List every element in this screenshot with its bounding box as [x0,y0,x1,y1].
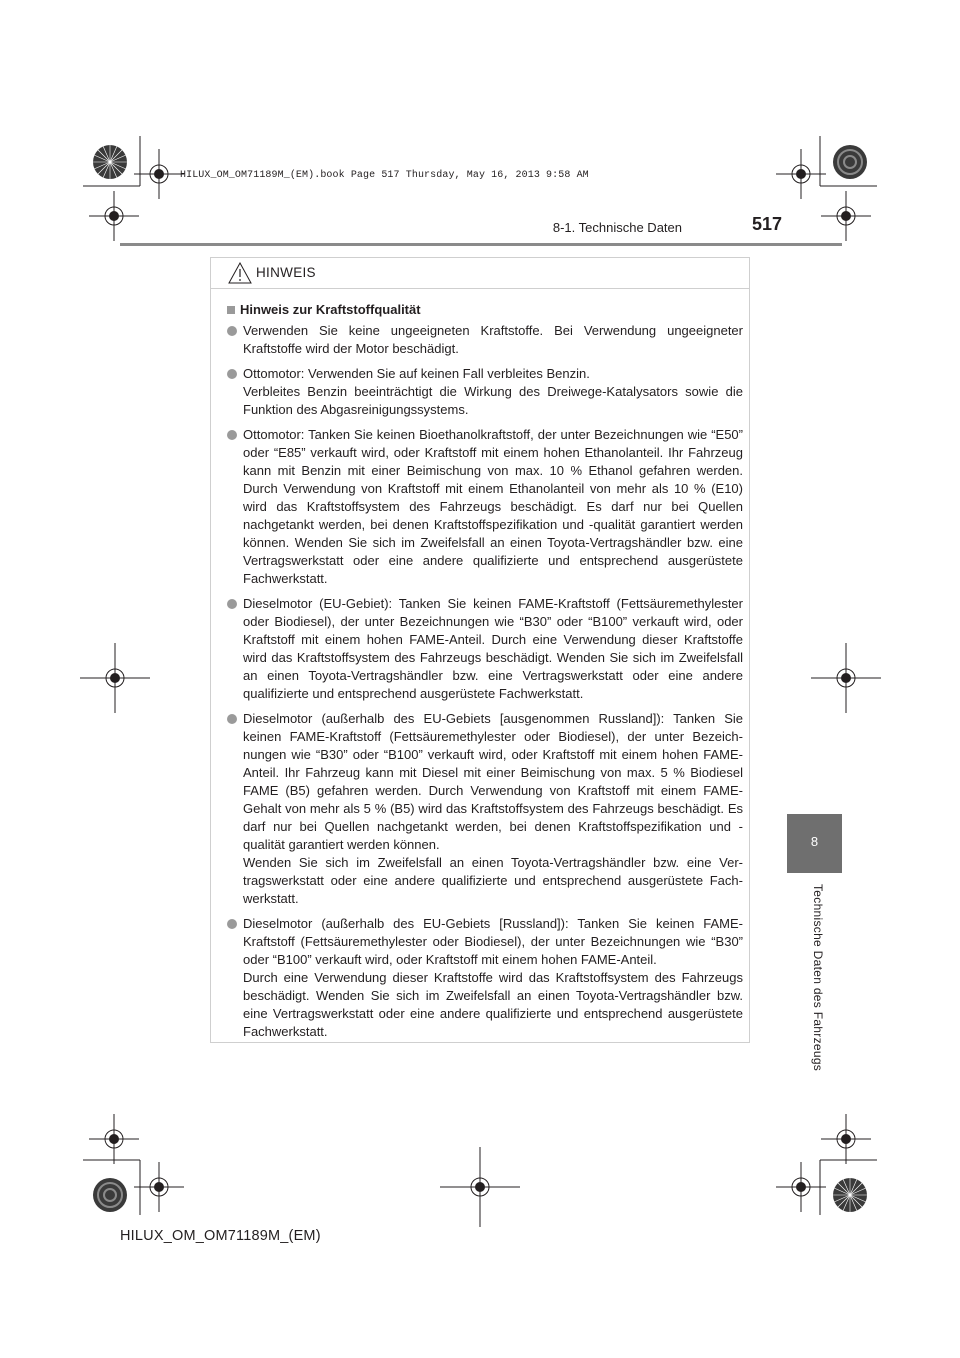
paragraph: Dieselmotor (EU-Gebiet): Tanken Sie keinen FAME-Kraftstoff (Fettsäuremethylester oder Biodiesel), der unter Bezeichnungen wie “B30” oder “B100” verkauft wird, oder Kraftstoff mit einem hohen FAME-Anteil. Durch eine Verwendung dieser Kraftstoffe wird das Kraftstoffsystem des Fahrzeugs beschädigt. Wenden Sie sich im Zweifelsfall an einen Toyota-Vertragshändler bzw. eine Vertragswerkstatt oder eine andere qualifizierte und entsprechend ausgerüstete Fachwerkstatt. [243,596,743,701]
chapter-number: 8 [810,834,819,849]
list-item [227,710,743,908]
paragraph: Dieselmotor (außerhalb des EU-Gebiets [ausgenommen Russland]): Tanken Sie keinen FAME-Kraftstoff (Fettsäuremethylester oder Biodiesel), der unter Bezeichnungen wie “B30” oder “B100” verkauft wird, oder Kraftstoff mit einem hohen FAME-Anteil. Ihr Fahrzeug kann mit Diesel mit einer Beimischung von max. 5 % Biodiesel FAME (B5) gefahren werden. Durch Verwendung von Kraftstoff mit einem FAME-Gehalt von mehr als 5 % (B5) wird das Kraftstoffsystem des Fahrzeugs beschädigt. Es darf nur bei Quellen nachgetankt werden, bei denen Kraftstoffspezifikation und -qualität garantiert werden können. [243,711,743,852]
notice-title: HINWEIS [256,265,316,280]
notice-list [227,322,743,1048]
paragraph: Verwenden Sie keine ungeeigneten Kraftstoffe. Bei Verwendung ungeeigneter Kraftstoffe wird der Motor beschädigt. [243,323,743,356]
circle-bullet-icon [227,714,237,724]
crosshair-mark-bottom-center [440,1147,520,1227]
subheading-text: Hinweis zur Kraftstoffqualität [240,302,421,317]
square-bullet-icon [227,306,235,314]
circle-bullet-icon [227,369,237,379]
list-item [227,595,743,703]
section-title: 8-1. Technische Daten [552,220,682,235]
paragraph: Wenden Sie sich im Zweifelsfall an einen Toyota-Vertragshändler bzw. eine Vertragswerkstatt oder eine andere qualifizierte und entsprechend ausgerüstete Fachwerkstatt. [243,855,743,906]
rosette-mark-bottom-right [832,1177,868,1213]
notice-header [211,258,749,289]
paragraph: Dieselmotor (außerhalb des EU-Gebiets [Russland]): Tanken Sie keinen FAME-Kraftstoff (Fettsäuremethylester oder Biodiesel), der unter Bezeichnungen wie “B30” oder “B100” verkauft wird, oder Kraftstoff mit einem hohen FAME-Anteil. [243,916,743,967]
circle-bullet-icon [227,599,237,609]
header-divider [120,243,842,246]
list-item [227,322,743,358]
rosette-mark-bottom-left [92,1177,128,1213]
crosshair-mark-top-left [134,149,184,199]
rosette-mark-top-right [832,144,868,180]
chapter-tab [787,814,842,873]
crosshair-mark-mid-left [80,643,150,713]
book-file-info: HILUX_OM_OM71189M_(EM).book Page 517 Thursday, May 16, 2013 9:58 AM [180,170,589,181]
rosette-mark-top-left [92,144,128,180]
list-item [227,426,743,588]
crosshair-mark-bottom-right [776,1162,826,1212]
list-item [227,915,743,1041]
crosshair-mark-bottom-left [134,1162,184,1212]
crosshair-mark-lower-right [821,1114,871,1164]
crosshair-mark-mid-right [811,643,881,713]
circle-bullet-icon [227,919,237,929]
notice-box [210,257,750,1043]
crosshair-mark-upper-left [89,191,139,241]
notice-subheading [227,302,421,317]
crosshair-mark-top-right [776,149,826,199]
circle-bullet-icon [227,430,237,440]
warning-triangle-icon [228,262,252,284]
list-item [227,365,743,419]
document-id: HILUX_OM_OM71189M_(EM) [120,1228,321,1244]
circle-bullet-icon [227,326,237,336]
paragraph: Durch eine Verwendung dieser Kraftstoffe wird das Kraftstoffsystem des Fahrzeugs beschädigt. Wenden Sie sich im Zweifelsfall an einen Toyota-Vertragshändler bzw. eine Vertragswerkstatt oder eine andere qualifizierte und entsprechend ausgerüstete Fachwerkstatt. [243,970,743,1039]
crosshair-mark-upper-right [821,191,871,241]
page-number: 517 [751,214,782,234]
paragraph: Ottomotor: Verwenden Sie auf keinen Fall verbleites Benzin. [243,366,590,381]
crosshair-mark-lower-left [89,1114,139,1164]
chapter-title-vertical: Technische Daten des Fahrzeugs [811,884,825,1072]
paragraph: Ottomotor: Tanken Sie keinen Bioethanolkraftstoff, der unter Bezeichnungen wie “E50” oder “E85” verkauft wird, oder Kraftstoff mit einem hohen Ethanolanteil. Ihr Fahrzeug kann mit Benzin mit einer Beimischung von max. 10 % Ethanol gefahren werden. Durch Verwendung von Kraftstoff mit einem Ethanolanteil von mehr als 10 % (E10) wird das Kraftstoffsystem des Fahrzeugs beschädigt. Es darf nur bei Quellen nachgetankt werden, bei denen Kraftstoffspezifikation und -qualität garantiert werden können. Wenden Sie sich im Zweifelsfall an einen Toyota-Vertragshändler bzw. eine Vertragswerkstatt oder eine andere qualifizierte und entsprechend ausgerüstete Fachwerkstatt. [243,427,743,586]
paragraph: Verbleites Benzin beeinträchtigt die Wirkung des Dreiwege-Katalysators sowie die Funktion des Abgasreinigungssystems. [243,384,743,417]
